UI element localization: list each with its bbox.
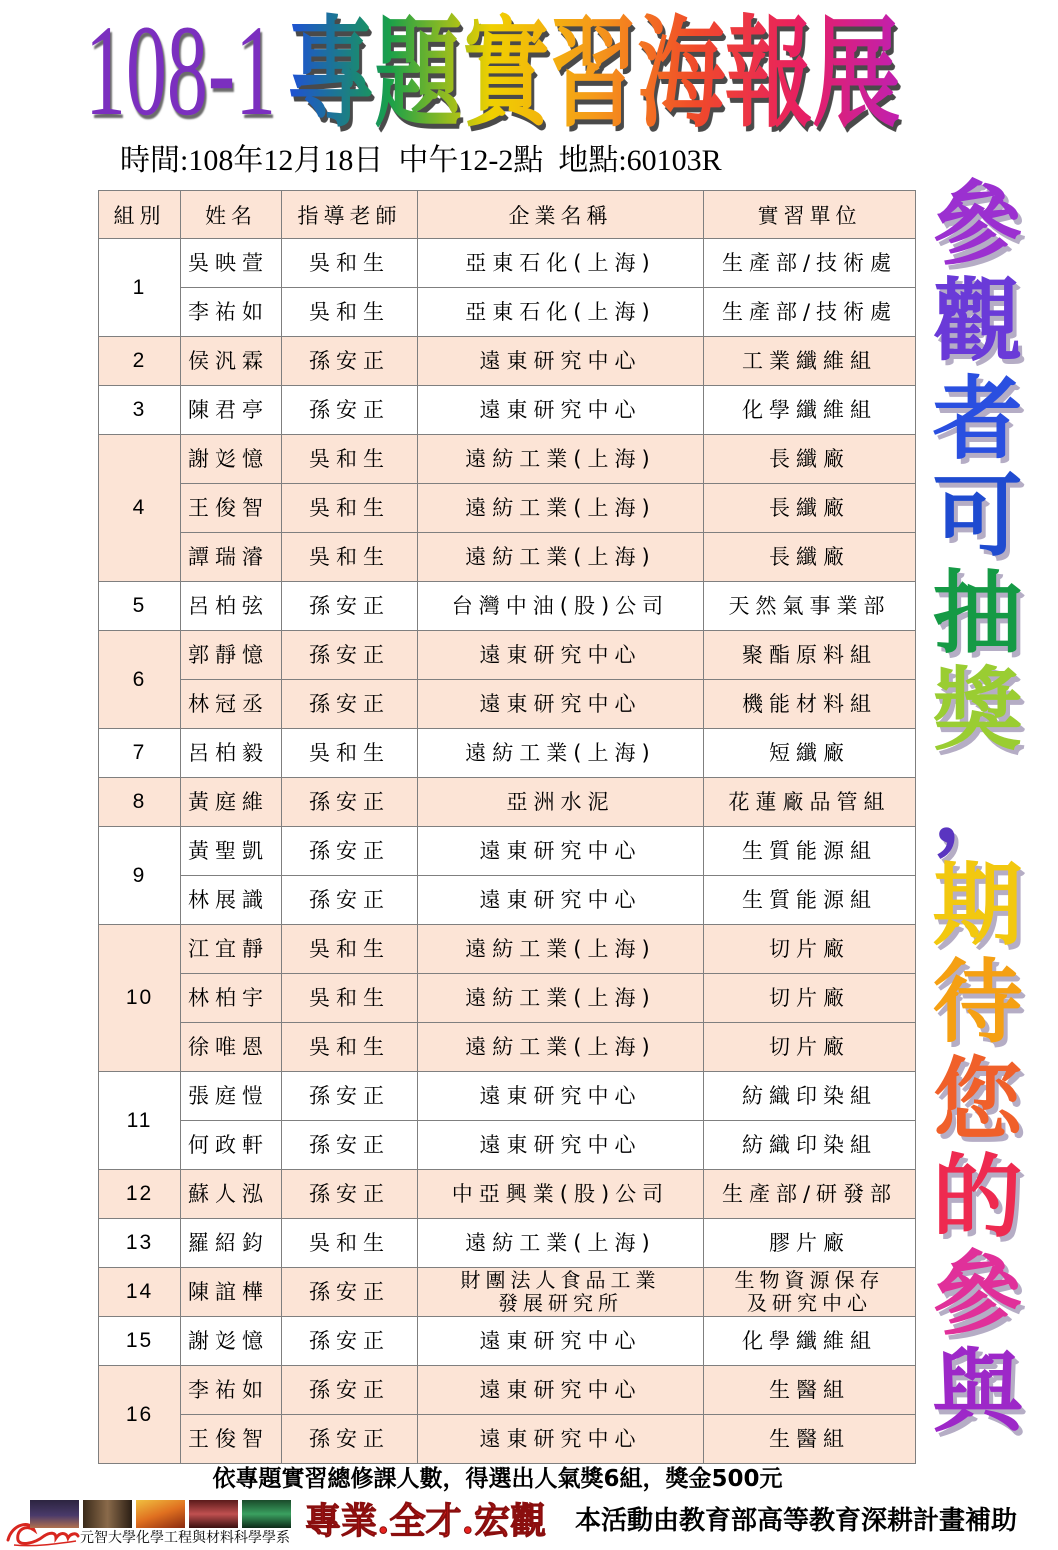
unit-cell: 化學纖維組 [704, 1317, 916, 1366]
group-cell: 14 [99, 1268, 181, 1317]
table-row [99, 631, 916, 680]
unit-cell: 生質能源組 [704, 827, 916, 876]
slogan-char: ， [932, 754, 1023, 861]
group-cell: 10 [99, 925, 181, 1072]
name-cell: 黃庭維 [181, 778, 282, 827]
table-row [99, 1121, 916, 1170]
advisor-cell: 孫安正 [282, 680, 418, 729]
slogan-char: 期 [932, 852, 1023, 959]
advisor-cell: 吳和生 [282, 484, 418, 533]
advisor-cell: 孫安正 [282, 337, 418, 386]
group-cell: 3 [99, 386, 181, 435]
name-cell: 徐唯恩 [181, 1023, 282, 1072]
advisor-cell: 孫安正 [282, 876, 418, 925]
poster-title: 專題實習海報展 [287, 7, 901, 141]
table-body [99, 239, 916, 1464]
table-row [99, 1268, 916, 1317]
department-motto: 專業.全才.宏觀 [305, 1500, 547, 1542]
header-name: 姓名 [181, 191, 282, 239]
photo-thumbnail [83, 1500, 132, 1528]
company-cell: 亞洲水泥 [418, 778, 704, 827]
name-cell: 蘇人泓 [181, 1170, 282, 1219]
table-row [99, 1219, 916, 1268]
slogan-char: 參 [932, 171, 1023, 277]
company-cell: 遠紡工業(上海) [418, 925, 704, 974]
table-row [99, 729, 916, 778]
slogan-char: 的 [932, 1143, 1023, 1250]
advisor-cell: 孫安正 [282, 631, 418, 680]
advisor-cell: 孫安正 [282, 1072, 418, 1121]
name-cell: 何政軒 [181, 1121, 282, 1170]
company-cell: 遠紡工業(上海) [418, 484, 704, 533]
unit-cell: 生物資源保存 及研究中心 [704, 1268, 916, 1317]
name-cell: 譚瑞濬 [181, 533, 282, 582]
group-cell: 13 [99, 1219, 181, 1268]
slogan-char: 您 [932, 1046, 1023, 1153]
slogan-char: 與 [932, 1338, 1023, 1445]
slogan-char: 抽 [932, 560, 1023, 667]
table-row [99, 484, 916, 533]
name-cell: 郭靜憶 [181, 631, 282, 680]
advisor-cell: 吳和生 [282, 974, 418, 1023]
advisor-cell: 孫安正 [282, 1415, 418, 1464]
name-cell: 謝彣憶 [181, 435, 282, 484]
advisor-cell: 吳和生 [282, 925, 418, 974]
name-cell: 呂柏弦 [181, 582, 282, 631]
internship-table [98, 190, 916, 1464]
name-cell: 陳君亭 [181, 386, 282, 435]
table-row [99, 974, 916, 1023]
slogan-char: 參 [932, 1241, 1023, 1348]
table-row [99, 1170, 916, 1219]
slogan-char: 可 [932, 462, 1023, 569]
company-cell: 遠東研究中心 [418, 386, 704, 435]
group-cell: 4 [99, 435, 181, 582]
table-row [99, 533, 916, 582]
company-cell: 遠東研究中心 [418, 1366, 704, 1415]
company-cell: 遠東研究中心 [418, 1415, 704, 1464]
funding-statement: 本活動由教育部高等教育深耕計畫補助 [575, 1506, 1018, 1536]
company-cell: 台灣中油(股)公司 [418, 582, 704, 631]
slogan-char: 待 [932, 949, 1023, 1056]
table-row [99, 435, 916, 484]
header-group: 組別 [99, 191, 181, 239]
table-row [99, 582, 916, 631]
group-cell: 16 [99, 1366, 181, 1464]
unit-cell: 生質能源組 [704, 876, 916, 925]
unit-cell: 花蓮廠品管組 [704, 778, 916, 827]
company-cell: 遠東研究中心 [418, 876, 704, 925]
group-cell: 7 [99, 729, 181, 778]
advisor-cell: 吳和生 [282, 435, 418, 484]
slogan-char: 觀 [932, 268, 1023, 375]
name-cell: 侯汎霖 [181, 337, 282, 386]
advisor-cell: 孫安正 [282, 1268, 418, 1317]
name-cell: 羅紹鈞 [181, 1219, 282, 1268]
table-row [99, 1415, 916, 1464]
photo-thumbnail [242, 1500, 291, 1528]
advisor-cell: 孫安正 [282, 1170, 418, 1219]
unit-cell: 機能材料組 [704, 680, 916, 729]
group-cell: 1 [99, 239, 181, 337]
advisor-cell: 孫安正 [282, 582, 418, 631]
award-note: 依專題實習總修課人數，得選出人氣獎6組，獎金500元 [212, 1466, 783, 1492]
unit-cell: 生醫組 [704, 1366, 916, 1415]
name-cell: 吳映萱 [181, 239, 282, 288]
table-row [99, 1023, 916, 1072]
name-cell: 呂柏毅 [181, 729, 282, 778]
photo-thumbnail [136, 1500, 185, 1528]
company-cell: 遠東研究中心 [418, 1072, 704, 1121]
unit-cell: 天然氣事業部 [704, 582, 916, 631]
photo-thumbnail [189, 1500, 238, 1528]
advisor-cell: 吳和生 [282, 288, 418, 337]
company-cell: 遠東研究中心 [418, 1121, 704, 1170]
advisor-cell: 吳和生 [282, 533, 418, 582]
group-cell: 9 [99, 827, 181, 925]
table-row [99, 925, 916, 974]
table-row [99, 1317, 916, 1366]
side-slogan [920, 171, 1035, 1445]
group-cell: 12 [99, 1170, 181, 1219]
header-unit: 實習單位 [704, 191, 916, 239]
advisor-cell: 吳和生 [282, 1023, 418, 1072]
header-advisor: 指導老師 [282, 191, 418, 239]
table-row [99, 337, 916, 386]
photo-thumbnail [30, 1500, 79, 1528]
name-cell: 謝彣憶 [181, 1317, 282, 1366]
advisor-cell: 孫安正 [282, 1121, 418, 1170]
table-row [99, 1072, 916, 1121]
name-cell: 王俊智 [181, 1415, 282, 1464]
advisor-cell: 吳和生 [282, 1219, 418, 1268]
company-cell: 遠東研究中心 [418, 1317, 704, 1366]
unit-cell: 聚酯原料組 [704, 631, 916, 680]
table-row [99, 827, 916, 876]
unit-cell: 膠片廠 [704, 1219, 916, 1268]
name-cell: 江宜靜 [181, 925, 282, 974]
photo-strip [30, 1500, 292, 1528]
company-cell: 遠紡工業(上海) [418, 435, 704, 484]
unit-cell: 短纖廠 [704, 729, 916, 778]
department-name: 元智大學化學工程與材料科學學系 [80, 1530, 290, 1546]
table-row [99, 778, 916, 827]
group-cell: 11 [99, 1072, 181, 1170]
company-cell: 中亞興業(股)公司 [418, 1170, 704, 1219]
company-cell: 遠紡工業(上海) [418, 1219, 704, 1268]
name-cell: 林柏宇 [181, 974, 282, 1023]
unit-cell: 長纖廠 [704, 435, 916, 484]
advisor-cell: 吳和生 [282, 729, 418, 778]
unit-cell: 切片廠 [704, 925, 916, 974]
company-cell: 遠紡工業(上海) [418, 533, 704, 582]
group-cell: 5 [99, 582, 181, 631]
unit-cell: 生產部/技術處 [704, 288, 916, 337]
table-header [99, 191, 916, 239]
name-cell: 李祐如 [181, 288, 282, 337]
slogan-char: 獎 [932, 657, 1023, 764]
company-cell: 遠東研究中心 [418, 631, 704, 680]
group-cell: 6 [99, 631, 181, 729]
company-cell: 亞東石化(上海) [418, 288, 704, 337]
unit-cell: 生產部/技術處 [704, 239, 916, 288]
advisor-cell: 孫安正 [282, 386, 418, 435]
unit-cell: 紡織印染組 [704, 1121, 916, 1170]
group-cell: 8 [99, 778, 181, 827]
table-row [99, 239, 916, 288]
company-cell: 遠東研究中心 [418, 827, 704, 876]
table-row [99, 680, 916, 729]
event-time-location: 時間:108年12月18日 中午12-2點 地點:60103R [120, 144, 722, 177]
company-cell: 遠東研究中心 [418, 680, 704, 729]
name-cell: 李祐如 [181, 1366, 282, 1415]
unit-cell: 生醫組 [704, 1415, 916, 1464]
unit-cell: 長纖廠 [704, 484, 916, 533]
name-cell: 王俊智 [181, 484, 282, 533]
name-cell: 黃聖凱 [181, 827, 282, 876]
name-cell: 陳誼樺 [181, 1268, 282, 1317]
title-prefix: 108-1 [85, 0, 277, 143]
advisor-cell: 孫安正 [282, 1317, 418, 1366]
advisor-cell: 孫安正 [282, 778, 418, 827]
table-row [99, 386, 916, 435]
unit-cell: 長纖廠 [704, 533, 916, 582]
table-header-row [99, 191, 916, 239]
unit-cell: 切片廠 [704, 974, 916, 1023]
company-cell: 遠紡工業(上海) [418, 974, 704, 1023]
group-cell: 2 [99, 337, 181, 386]
unit-cell: 化學纖維組 [704, 386, 916, 435]
unit-cell: 紡織印染組 [704, 1072, 916, 1121]
advisor-cell: 孫安正 [282, 827, 418, 876]
company-cell: 遠紡工業(上海) [418, 729, 704, 778]
header-company: 企業名稱 [418, 191, 704, 239]
advisor-cell: 吳和生 [282, 239, 418, 288]
table-row [99, 876, 916, 925]
advisor-cell: 孫安正 [282, 1366, 418, 1415]
group-cell: 15 [99, 1317, 181, 1366]
slogan-char: 者 [932, 365, 1023, 472]
table-row [99, 288, 916, 337]
unit-cell: 工業纖維組 [704, 337, 916, 386]
name-cell: 張庭愷 [181, 1072, 282, 1121]
unit-cell: 生產部/研發部 [704, 1170, 916, 1219]
company-cell: 財團法人食品工業 發展研究所 [418, 1268, 704, 1317]
company-cell: 亞東石化(上海) [418, 239, 704, 288]
table-row [99, 1366, 916, 1415]
name-cell: 林展識 [181, 876, 282, 925]
unit-cell: 切片廠 [704, 1023, 916, 1072]
name-cell: 林冠丞 [181, 680, 282, 729]
company-cell: 遠東研究中心 [418, 337, 704, 386]
company-cell: 遠紡工業(上海) [418, 1023, 704, 1072]
